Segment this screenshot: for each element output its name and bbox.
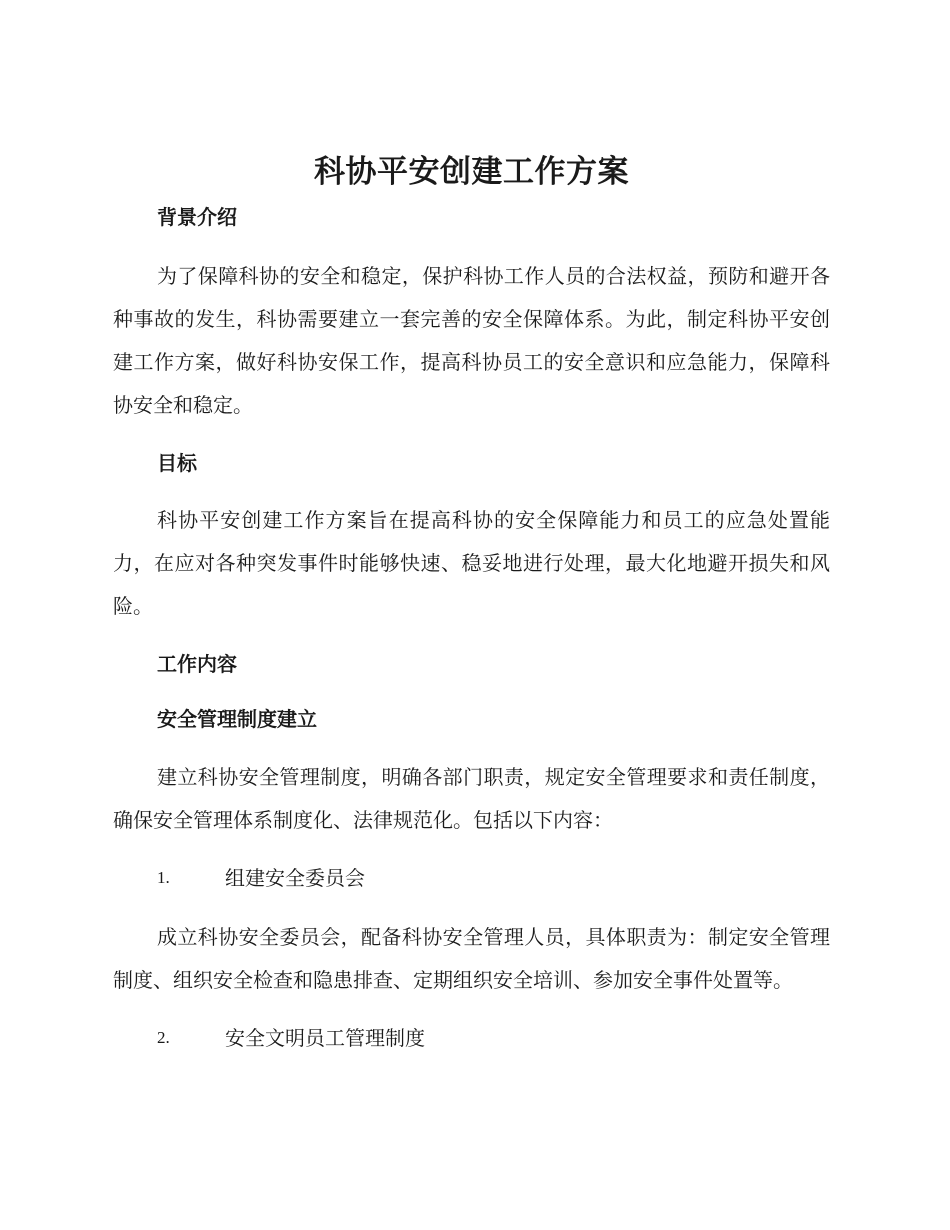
list-label: 安全文明员工管理制度: [225, 1026, 425, 1050]
heading-background: 背景介绍: [157, 205, 237, 229]
paragraph-goal: 科协平安创建工作方案旨在提高科协的安全保障能力和员工的应急处置能力，在应对各种突发事件时能够快速、稳妥地进行处理，最大化地避开损失和风险。: [113, 508, 830, 618]
paragraph-committee: 成立科协安全委员会，配备科协安全管理人员，具体职责为：制定安全管理制度、组织安全检查和隐患排查、定期组织安全培训、参加安全事件处置等。: [113, 925, 830, 992]
list-item-2: [113, 1023, 830, 1053]
paragraph-background: 为了保障科协的安全和稳定，保护科协工作人员的合法权益，预防和避开各种事故的发生，科协需要建立一套完善的安全保障体系。为此，制定科协平安创建工作方案，做好科协安保工作，提高科协员工的安全意识和应急能力，保障科协安全和稳定。: [113, 264, 830, 417]
heading-goal: 目标: [157, 451, 197, 475]
document-page: [113, 150, 830, 1053]
document-title: 科协平安创建工作方案: [314, 154, 629, 190]
paragraph-safety-system: 建立科协安全管理制度，明确各部门职责，规定安全管理要求和责任制度，确保安全管理体系制度化、法律规范化。包括以下内容：: [113, 765, 830, 832]
list-number: 2.: [157, 1028, 170, 1047]
list-item-1: [113, 863, 830, 893]
list-number: 1.: [157, 868, 170, 887]
heading-safety-system: 安全管理制度建立: [157, 707, 317, 731]
list-label: 组建安全委员会: [225, 866, 365, 890]
heading-work-content: 工作内容: [157, 652, 237, 676]
